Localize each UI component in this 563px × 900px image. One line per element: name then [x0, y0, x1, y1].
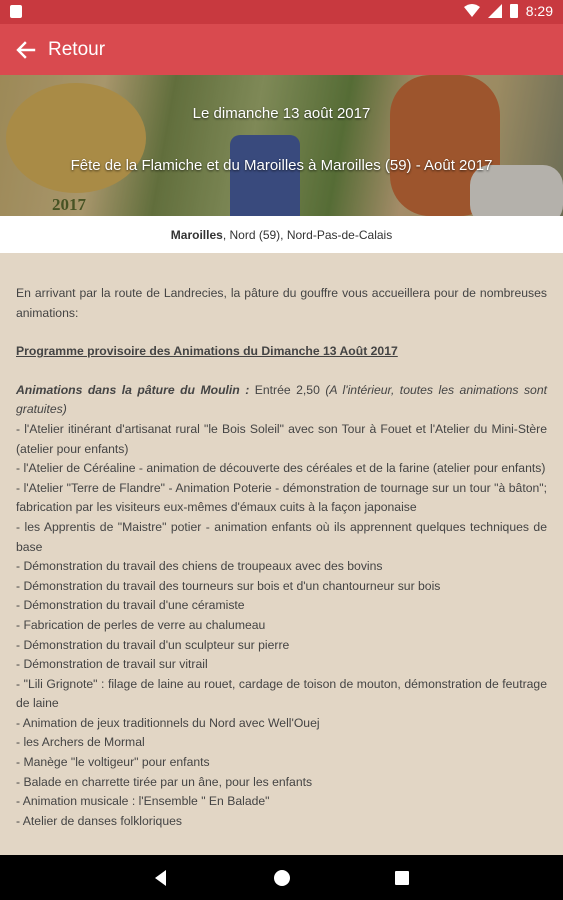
animation-item: - Animation musicale : l'Ensemble " En Balade" — [16, 794, 270, 809]
animation-item: - Démonstration du travail d'une céramiste — [16, 598, 245, 613]
nav-home-icon[interactable] — [274, 870, 290, 886]
status-icons — [464, 3, 553, 19]
animation-item: - l'Atelier itinérant d'artisanat rural "le Bois Soleil" avec son Tour à Fouet et l'Atelier du Mini-Stère (atelier pour enfants) — [16, 421, 547, 456]
event-location — [0, 216, 563, 253]
intro-text: En arrivant par la route de Landrecies, la pâture du gouffre vous accueillera pour de nombreuses animations: — [16, 286, 547, 320]
hero-image-year: 2017 — [52, 195, 86, 214]
notification-icon — [10, 5, 22, 18]
animation-item: - l'Atelier "Terre de Flandre" - Animation Poterie - démonstration de tournage sur un tour "à bâton"; fabrication par les visiteurs eux-mêmes d'émaux cuits à la façon japonaise — [16, 480, 547, 515]
back-button[interactable] — [0, 24, 117, 75]
status-bar — [0, 0, 563, 24]
arrow-left-icon — [16, 40, 36, 60]
nav-back-icon[interactable] — [155, 870, 166, 886]
status-time: 8:29 — [525, 3, 553, 19]
animation-item: - les Archers de Mormal — [16, 735, 145, 750]
signal-icon — [488, 4, 502, 18]
program-title: Programme provisoire des Animations du Dimanche 13 Août 2017 — [16, 344, 398, 359]
wifi-icon — [464, 4, 480, 18]
animations-lead: Animations dans la pâture du Moulin : — [16, 382, 250, 397]
location-region: , Nord (59), Nord-Pas-de-Calais — [222, 227, 393, 242]
back-label: Retour — [48, 38, 106, 60]
animations-entry: Entrée 2,50 — [249, 382, 326, 397]
animation-item: - l'Atelier de Céréaline - animation de découverte des céréales et de la farine (atelier pour enfants) — [16, 461, 546, 476]
nav-recents-icon[interactable] — [395, 871, 409, 885]
app-bar — [0, 24, 563, 75]
animations-heading — [16, 381, 547, 420]
event-description — [0, 253, 563, 855]
event-title: Fête de la Flamiche et du Maroilles à Maroilles (59) - Août 2017 — [70, 157, 493, 174]
event-hero-image — [0, 75, 563, 216]
battery-icon — [510, 4, 518, 18]
animation-item: - Démonstration du travail des chiens de troupeaux avec des bovins — [16, 559, 383, 574]
event-date: Le dimanche 13 août 2017 — [192, 105, 371, 122]
navigation-bar — [0, 855, 563, 900]
hero-overlay — [0, 75, 563, 216]
animation-item: - Démonstration du travail d'un sculpteur sur pierre — [16, 637, 290, 652]
animation-item: - Démonstration du travail des tourneurs sur bois et d'un chantourneur sur bois — [16, 578, 441, 593]
location-city: Maroilles — [170, 227, 223, 242]
animation-item: - Atelier de danses folkloriques — [16, 813, 182, 828]
animation-item: - "Lili Grignote" : filage de laine au rouet, cardage de toison de mouton, démonstration de feutrage de laine — [16, 676, 547, 711]
animations-note: (A l'intérieur, toutes les animations sont gratuites) — [16, 382, 547, 417]
animation-item: - Démonstration de travail sur vitrail — [16, 657, 208, 672]
animation-item: - Balade en charrette tirée par un âne, pour les enfants — [16, 774, 313, 789]
animation-item: - Animation de jeux traditionnels du Nord avec Well'Ouej — [16, 715, 320, 730]
animation-item: - Fabrication de perles de verre au chalumeau — [16, 617, 266, 632]
animation-item: - Manège "le voltigeur" pour enfants — [16, 755, 210, 770]
animation-list — [16, 420, 547, 831]
animation-item: - les Apprentis de "Maistre" potier - animation enfants où ils apprennent quelques techniques de base — [16, 519, 547, 554]
